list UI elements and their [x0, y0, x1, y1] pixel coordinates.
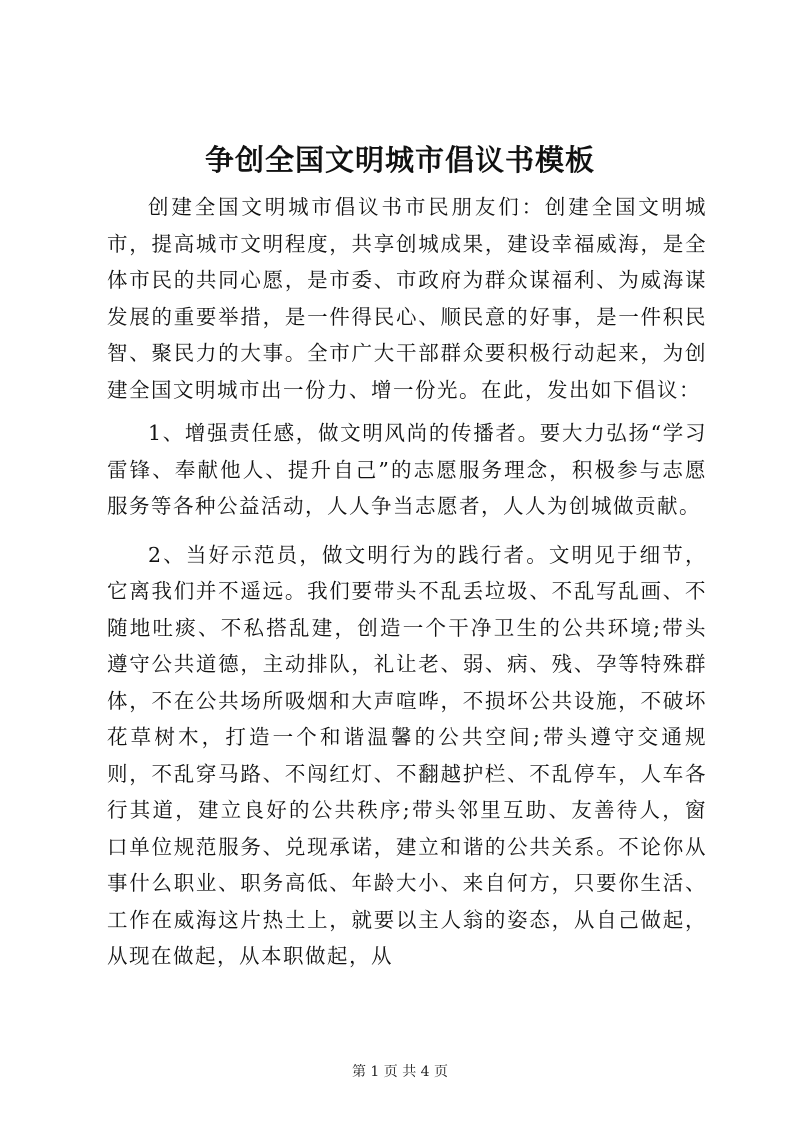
page-footer: 第 1 页 共 4 页	[351, 1064, 449, 1080]
document-title: 争创全国文明城市倡议书模板	[204, 143, 595, 177]
paragraph-item-2: 2、当好示范员，做文明行为的践行者。文明见于细节，它离我们并不遥远。我们要带头不乱丢垃圾、不乱写乱画、不随地吐痰、不私搭乱建，创造一个干净卫生的公共环境;带头遵守公共道德，主动排队，礼让老、弱、病、残、孕等特殊群体，不在公共场所吸烟和大声喧哗，不损坏公共设施，不破坏花草树木，打造一个和谐温馨的公共空间;带头遵守交通规则，不乱穿马路、不闯红灯、不翻越护栏、不乱停车，人车各行其道，建立良好的公共秩序;带头邻里互助、友善待人，窗口单位规范服务、兑现承诺，建立和谐的公共关系。不论你从事什么职业、职务高低、年龄大小、来自何方，只要你生活、工作在威海这片热土上，就要以主人翁的姿态，从自己做起，从现在做起，从本职做起，从	[107, 542, 707, 968]
document-body	[107, 189, 707, 987]
paragraph-intro: 创建全国文明城市倡议书市民朋友们：创建全国文明城市，提高城市文明程度，共享创城成果，建设幸福威海，是全体市民的共同心愿，是市委、市政府为群众谋福利、为威海谋发展的重要举措，是一件得民心、顺民意的好事，是一件积民智、聚民力的大事。全市广大干部群众要积极行动起来，为创建全国文明城市出一份力、增一份光。在此，发出如下倡议：	[107, 195, 707, 402]
paragraph-item-1: 1、增强责任感，做文明风尚的传播者。要大力弘扬“学习雷锋、奉献他人、提升自己”的志愿服务理念，积极参与志愿服务等各种公益活动，人人争当志愿者，人人为创城做贡献。	[107, 421, 707, 518]
